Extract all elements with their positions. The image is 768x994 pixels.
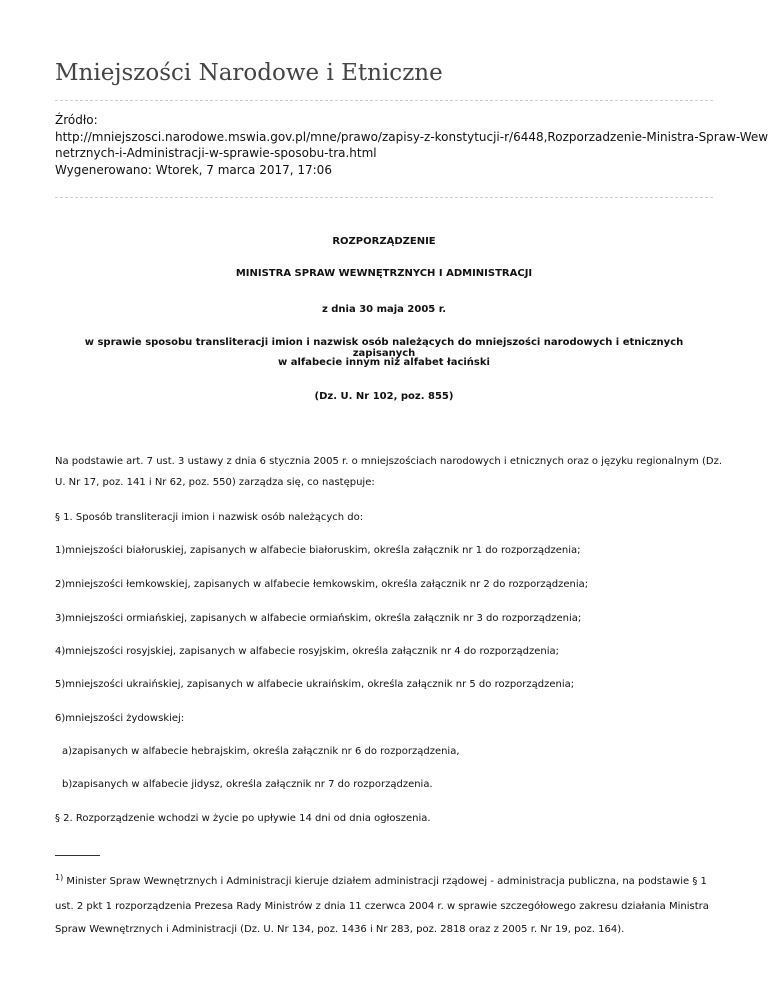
- header-divider: [55, 100, 713, 101]
- journal-reference: (Dz. U. Nr 102, poz. 855): [314, 391, 454, 402]
- paragraph-1: § 1. Sposób transliteracji imion i nazwisk osób należących do:: [55, 512, 364, 523]
- document-date: z dnia 30 maja 2005 r.: [321, 304, 447, 315]
- sub-list-item: a)zapisanych w alfabecie hebrajskim, określa załącznik nr 6 do rozporządzenia,: [62, 746, 460, 757]
- list-item: 2)mniejszości łemkowskiej, zapisanych w alfabecie łemkowskim, określa załącznik nr 2 do rozporządzenia;: [55, 579, 589, 590]
- source-url-line1[interactable]: http://mniejszosci.narodowe.mswia.gov.pl/mne/prawo/zapisy-z-konstytucji-r/6448,Rozporzadzenie-Ministra-Spraw-Wew: [55, 129, 768, 144]
- list-item: 4)mniejszości rosyjskiej, zapisanych w alfabecie rosyjskim, określa załącznik nr 4 do rozporządzenia;: [55, 646, 560, 657]
- footnote-rule: [55, 855, 100, 856]
- footnote-marker: 1): [55, 873, 64, 882]
- paragraph-2: § 2. Rozporządzenie wchodzi w życie po upływie 14 dni od dnia ogłoszenia.: [55, 813, 431, 824]
- footnote-text-line1: Minister Spraw Wewnętrznych i Administracji kieruje działem administracji rządowej - administracja publiczna, na podstawie § 1: [63, 876, 707, 887]
- footnote-line2: ust. 2 pkt 1 rozporządzenia Prezesa Rady Ministrów z dnia 11 czerwca 2004 r. w sprawie szczegółowego zakresu działania Ministra: [55, 901, 709, 912]
- document-subject-line1: w sprawie sposobu transliteracji imion i nazwisk osób należących do mniejszości narodowych i etnicznych zapisanych: [84, 337, 684, 359]
- site-title: Mniejszości Narodowe i Etniczne: [55, 60, 443, 86]
- footnote-line3: Spraw Wewnętrznych i Administracji (Dz. U. Nr 134, poz. 1436 i Nr 283, poz. 2818 oraz z 2005 r. Nr 19, poz. 164).: [55, 924, 625, 935]
- intro-line1: Na podstawie art. 7 ust. 3 ustawy z dnia 6 stycznia 2005 r. o mniejszościach narodowych i etnicznych oraz o języku regionalnym (Dz.: [55, 456, 723, 467]
- source-info: [55, 112, 768, 178]
- list-item: 5)mniejszości ukraińskiej, zapisanych w alfabecie ukraińskim, określa załącznik nr 5 do rozporządzenia;: [55, 679, 575, 690]
- document-heading: ROZPORZĄDZENIE: [332, 236, 436, 247]
- source-url-line2[interactable]: netrznych-i-Administracji-w-sprawie-sposobu-tra.html: [55, 146, 377, 160]
- source-url[interactable]: [55, 129, 768, 162]
- list-item: 1)mniejszości białoruskiej, zapisanych w alfabecie białoruskim, określa załącznik nr 1 do rozporządzenia;: [55, 545, 581, 556]
- document-issuer: MINISTRA SPRAW WEWNĘTRZNYCH I ADMINISTRACJI: [235, 268, 533, 279]
- list-item: 6)mniejszości żydowskiej:: [55, 713, 185, 724]
- footnote-line1: [55, 873, 715, 887]
- source-divider: [55, 197, 713, 198]
- list-item: 3)mniejszości ormiańskiej, zapisanych w alfabecie ormiańskim, określa załącznik nr 3 do rozporządzenia;: [55, 613, 582, 624]
- document-subject-line2: w alfabecie innym niż alfabet łaciński: [278, 357, 490, 368]
- intro-line2: U. Nr 17, poz. 141 i Nr 62, poz. 550) zarządza się, co następuje:: [55, 477, 375, 488]
- source-label: Źródło:: [55, 113, 98, 127]
- sub-list-item: b)zapisanych w alfabecie jidysz, określa załącznik nr 7 do rozporządzenia.: [62, 779, 433, 790]
- generated-date: Wygenerowano: Wtorek, 7 marca 2017, 17:06: [55, 162, 332, 177]
